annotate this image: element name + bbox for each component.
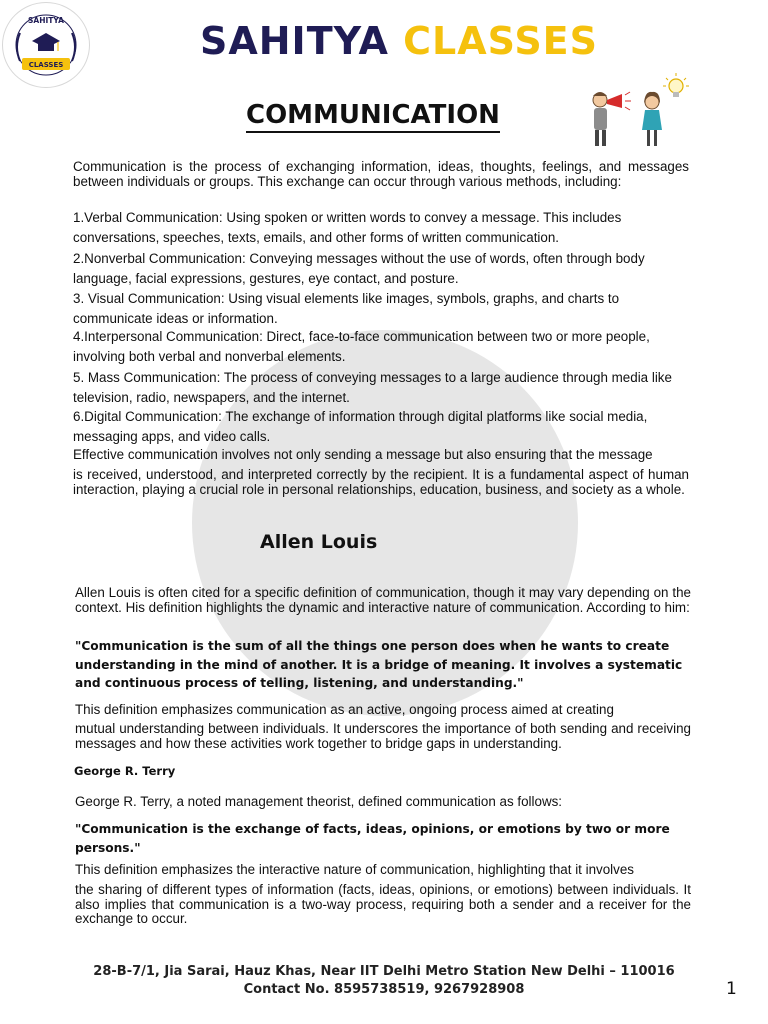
page-title: COMMUNICATION: [246, 101, 500, 133]
list-item: 6.Digital Communication: The exchange of information through digital platforms like social media, messaging apps, and video calls.: [73, 409, 648, 444]
list-item: 3. Visual Communication: Using visual elements like images, symbols, graphs, and charts to communicate ideas or information.: [73, 291, 620, 326]
list-item: 5. Mass Communication: The process of conveying messages to a large audience through media like television, radio, newspapers, and the internet.: [73, 370, 672, 405]
terry-intro-paragraph: George R. Terry, a noted management theorist, defined communication as follows:: [75, 794, 563, 809]
brand-part1: SAHITYA: [199, 19, 389, 63]
closing-paragraph-first-line: Effective communication involves not only sending a message but also ensuring that the message: [73, 447, 653, 462]
george-terry-heading: George R. Terry: [74, 764, 176, 778]
list-item: 2.Nonverbal Communication: Conveying messages without the use of words, often through body language, facial expressions, gestures, eye contact, and posture.: [73, 251, 645, 286]
terry-explanation-first-line: This definition emphasizes the interactive nature of communication, highlighting that it involves: [75, 862, 634, 877]
closing-paragraph: is received, understood, and interpreted correctly by the recipient. It is a fundamental aspect of human interaction, playing a crucial role in personal relationships, education, business, and society as a whole.: [73, 467, 689, 497]
allen-intro-paragraph: Allen Louis is often cited for a specific definition of communication, though it may vary depending on the context. His definition highlights the dynamic and interactive nature of communication. According to him:: [75, 585, 691, 615]
logo-banner-text: CLASSES: [28, 61, 64, 69]
allen-explanation: mutual understanding between individuals. It underscores the importance of both sending and receiving messages and how these activities work together to bridge gaps in understanding.: [75, 721, 691, 751]
logo-top-text: SAHITYA: [28, 16, 64, 25]
footer-address: 28-B-7/1, Jia Sarai, Hauz Khas, Near IIT Delhi Metro Station New Delhi – 110016: [93, 964, 675, 979]
allen-quote: "Communication is the sum of all the things one person does when he wants to create understanding in the mind of another. It is a bridge of meaning. It involves a systematic and continuous process of telling, listening, and understanding.": [75, 639, 683, 690]
page-number: 1: [726, 979, 737, 999]
terry-explanation: the sharing of different types of information (facts, ideas, opinions, or emotions) between individuals. It also implies that communication is a two-way process, requiring both a sender and a receiver for the exchange to occur.: [75, 882, 691, 926]
footer-contact: Contact No. 8595738519, 9267928908: [243, 982, 525, 997]
allen-explanation-first-line: This definition emphasizes communication as an active, ongoing process aimed at creating: [75, 702, 614, 717]
allen-louis-heading: Allen Louis: [260, 531, 378, 553]
intro-paragraph: Communication is the process of exchanging information, ideas, thoughts, feelings, and messages between individuals or groups. This exchange can occur through various methods, including:: [73, 159, 689, 189]
brand-part2: CLASSES: [403, 19, 599, 63]
terry-quote: "Communication is the exchange of facts, ideas, opinions, or emotions by two or more persons.": [75, 822, 670, 855]
list-item: 4.Interpersonal Communication: Direct, face-to-face communication between two or more people, involving both verbal and nonverbal elements.: [73, 329, 650, 364]
list-item: 1.Verbal Communication: Using spoken or written words to convey a message. This includes conversations, speeches, texts, emails, and other forms of written communication.: [73, 210, 622, 245]
